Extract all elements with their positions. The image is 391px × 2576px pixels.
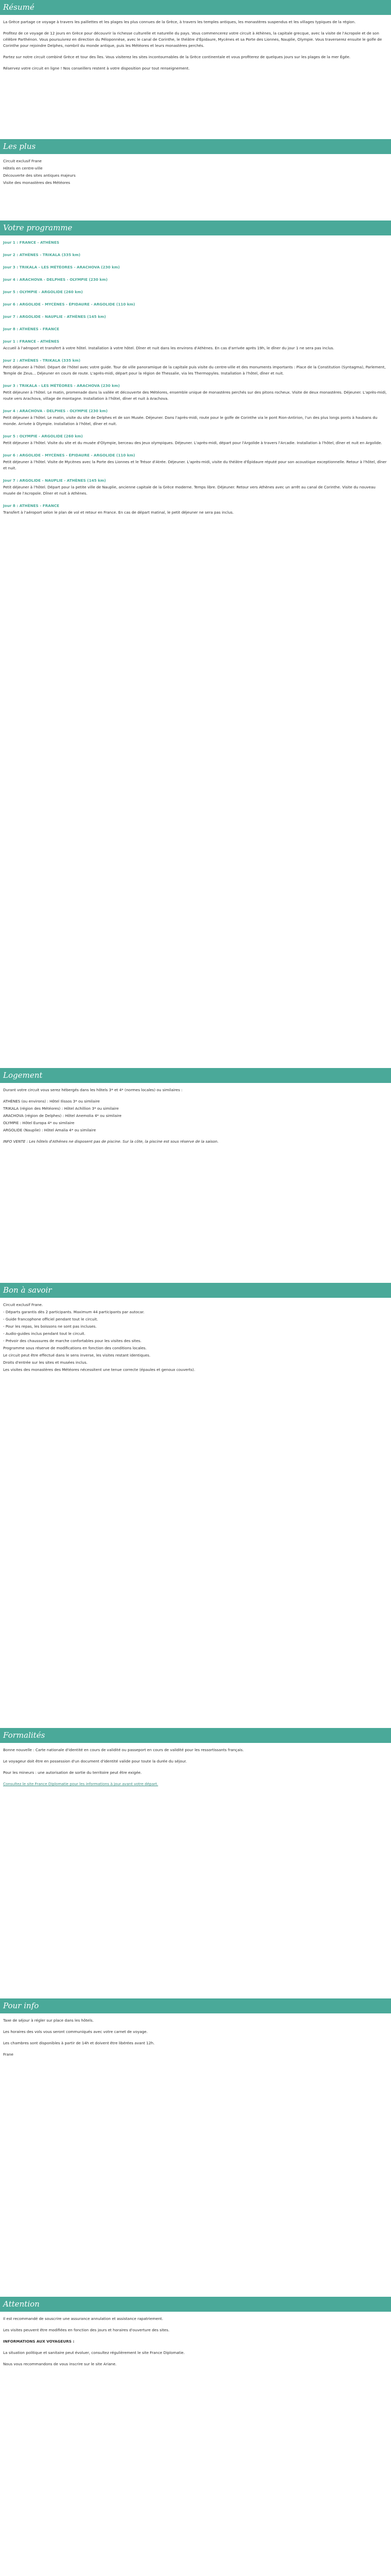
day-desc: Petit déjeuner à l'hôtel. Visite de Mycènes avec la Porte des Lionnes et le Trésor d'Atrée. Déjeuner. L'après-midi, visite du théâtre d'Épidaure réputé pour son acoustique exceptionnelle. Retour à l'hôtel, dîner et nuit. bbox=[3, 460, 387, 470]
programme-day bbox=[3, 383, 388, 402]
bon-savoir-line: Programme sous réserve de modifications en fonction des conditions locales. bbox=[3, 1346, 147, 1350]
les-plus-item: Découverte des sites antiques majeurs bbox=[3, 173, 76, 178]
day-desc: Accueil à l'aéroport et transfert à votre hôtel. Installation à votre hôtel. Dîner et nuit dans les environs d'Athènes. En cas d'arrivée après 19h, le dîner du jour 1 ne sera pas inclus. bbox=[3, 346, 334, 350]
day-title: Jour 2 : ATHÈNES - TRIKALA (335 km) bbox=[3, 358, 80, 363]
bon-savoir-line: - Pour les repas, les boissons ne sont pas incluses. bbox=[3, 1324, 97, 1329]
day-title: Jour 7 : ARGOLIDE - NAUPLIE - ATHÈNES (145 km) bbox=[3, 314, 106, 319]
resume-para: Partez sur notre circuit combiné Grèce et tour des îles. Vous visiterez les sites incontournables de la Grèce continentale et vous profiterez de quelques jours sur les plages de la mer Égée. bbox=[3, 55, 351, 59]
programme-section bbox=[0, 235, 391, 1068]
hotel-line: TRIKALA (région des Météores) : Hôtel Achillion 3* ou similaire bbox=[3, 1106, 119, 1111]
programme-day bbox=[3, 503, 388, 516]
day-title: Jour 4 : ARACHOVA - DELPHES - OLYMPIE (230 km) bbox=[3, 409, 108, 413]
section-title-pour-info: Pour info bbox=[0, 1998, 391, 2013]
day-desc: Petit déjeuner à l'hôtel. Départ de l'hôtel avec votre guide. Tour de ville panoramique de la capitale puis visite du centre-ville et des monuments importants : Place de la Constitution (Syntagma), Parlement, Temple de Zeus... Déjeuner en cours de route. L'après-midi, départ pour la région de Thessalie, via les Thermopyles. Installation à l'hôtel, dîner et nuit. bbox=[3, 365, 386, 376]
day-desc: Petit déjeuner à l'hôtel. Visite du site et du musée d'Olympie, berceau des Jeux olympiques. Déjeuner. L'après-midi, départ pour l'Argolide à travers l'Arcadie. Installation à l'hôtel, dîner et nuit en Argolide. bbox=[3, 440, 382, 445]
hotel-line: ARGOLIDE (Nauplie) : Hôtel Amalia 4* ou similaire bbox=[3, 1128, 96, 1132]
programme-day bbox=[3, 358, 388, 377]
resume-section bbox=[0, 15, 391, 139]
logement-info: INFO VENTE : Les hôtels d'Athènes ne disposent pas de piscine. Sur la côte, la piscine est sous réserve de la saison. bbox=[3, 1139, 219, 1144]
les-plus-item: Hôtels en centre-ville bbox=[3, 166, 43, 171]
section-title-formalites: Formalités bbox=[0, 1728, 391, 1743]
section-title-attention: Attention bbox=[0, 2297, 391, 2312]
programme-day bbox=[3, 314, 388, 320]
bon-savoir-line: - Audio-guides inclus pendant tout le circuit. bbox=[3, 1331, 86, 1336]
bon-savoir-line: - Prévoir des chaussures de marche confortables pour les visites des sites. bbox=[3, 1338, 142, 1343]
pour-info-para: Les horaires des vols vous seront communiqués avec votre carnet de voyage. bbox=[3, 2029, 148, 2034]
day-title: Jour 6 : ARGOLIDE - MYCÈNES - ÉPIDAURE - ARGOLIDE (110 km) bbox=[3, 302, 135, 307]
day-title: Jour 8 : ATHÈNES - FRANCE bbox=[3, 503, 59, 508]
day-desc: Transfert à l'aéroport selon le plan de vol et retour en France. En cas de départ matinal, le petit déjeuner ne sera pas inclus. bbox=[3, 510, 234, 515]
programme-day bbox=[3, 338, 388, 351]
formalites-para: Bonne nouvelle : Carte nationale d'identité en cours de validité ou passeport en cours de validité pour les ressortissants français. bbox=[3, 1748, 244, 1752]
day-title: Jour 8 : ATHÈNES - FRANCE bbox=[3, 327, 59, 331]
section-title-resume: Résumé bbox=[0, 0, 391, 15]
programme-day bbox=[3, 408, 388, 427]
attention-para: Il est recommandé de souscrire une assurance annulation et assistance rapatriement. bbox=[3, 2316, 164, 2321]
day-title: Jour 7 : ARGOLIDE - NAUPLIE - ATHÈNES (145 km) bbox=[3, 478, 106, 483]
bon-savoir-line: Droits d'entrée sur les sites et musées inclus. bbox=[3, 1360, 88, 1365]
programme-day bbox=[3, 240, 388, 246]
programme-day bbox=[3, 452, 388, 471]
resume-para: Profitez de ce voyage de 12 jours en Grèce pour découvrir la richesse culturelle et naturelle du pays. Vous commencerez votre circuit à Athènes, la capitale grecque, avec la visite de l'Acropole et de son célèbre Parthénon. Vous poursuivrez en direction du Péloponnèse, avec le canal de Corinthe, le théâtre d'Épidaure, Mycènes et sa Porte des Lionnes, Nauplie, Olympie. Vous traverserez ensuite le golfe de Corinthe pour rejoindre Delphes, nombril du monde antique, puis les Météores et leurs monastères perchés. bbox=[3, 31, 382, 48]
day-title: Jour 1 : FRANCE - ATHÈNES bbox=[3, 339, 59, 344]
les-plus-item: Circuit exclusif Frane bbox=[3, 159, 42, 163]
attention-para: Nous vous recommandons de vous inscrire sur le site Ariane. bbox=[3, 2362, 117, 2366]
resume-para: Réservez votre circuit en ligne ! Nos conseillers restent à votre disposition pour tout renseignement. bbox=[3, 66, 190, 71]
day-desc: Petit déjeuner à l'hôtel. Départ pour la petite ville de Nauplie, ancienne capitale de la Grèce moderne. Temps libre. Déjeuner. Retour vers Athènes avec un arrêt au canal de Corinthe. Visite du nouveau musée de l'Acropole. Dîner et nuit à Athènes. bbox=[3, 485, 376, 496]
attention-heading: INFORMATIONS AUX VOYAGEURS : bbox=[3, 2339, 75, 2344]
pour-info-para: Taxe de séjour à régler sur place dans les hôtels. bbox=[3, 2018, 94, 2023]
bon-savoir-section bbox=[0, 1298, 391, 1728]
day-title: Jour 5 : OLYMPIE - ARGOLIDE (260 km) bbox=[3, 434, 83, 438]
day-title: Jour 4 : ARACHOVA - DELPHES - OLYMPIE (230 km) bbox=[3, 277, 108, 282]
formalites-para: Pour les mineurs : une autorisation de sortie du territoire peut être exigée. bbox=[3, 1770, 142, 1775]
pour-info-para: Les chambres sont disponibles à partir de 14h et doivent être libérées avant 12h. bbox=[3, 2041, 155, 2045]
formalites-para: Le voyageur doit être en possession d'un document d'identité valide pour toute la durée du séjour. bbox=[3, 1759, 187, 1764]
bon-savoir-line: Circuit exclusif Frane. bbox=[3, 1302, 43, 1307]
hotel-line: ATHÈNES (ou environs) : Hôtel Ilissos 3* ou similaire bbox=[3, 1099, 100, 1104]
les-plus-section bbox=[0, 154, 391, 221]
day-title: Jour 5 : OLYMPIE - ARGOLIDE (260 km) bbox=[3, 290, 83, 294]
programme-day bbox=[3, 264, 388, 270]
section-title-bon-savoir: Bon à savoir bbox=[0, 1283, 391, 1298]
logement-para: Durant votre circuit vous serez hébergés dans les hôtels 3* et 4* (normes locales) ou similaires : bbox=[3, 1088, 183, 1092]
programme-day bbox=[3, 326, 388, 332]
programme-day bbox=[3, 252, 388, 258]
hotel-line: OLYMPIE : Hôtel Europa 4* ou similaire bbox=[3, 1121, 75, 1125]
section-title-programme: Votre programme bbox=[0, 221, 391, 235]
section-title-logement: Logement bbox=[0, 1068, 391, 1083]
day-title: Jour 3 : TRIKALA - LES MÉTÉORES - ARACHOVA (230 km) bbox=[3, 383, 120, 388]
attention-para: La situation politique et sanitaire peut évoluer, consultez régulièrement le site France Diplomatie. bbox=[3, 2350, 185, 2355]
day-title: Jour 6 : ARGOLIDE - MYCÈNES - ÉPIDAURE - ARGOLIDE (110 km) bbox=[3, 453, 135, 457]
bon-savoir-line: - Départs garantis dès 2 participants. Maximum 44 participants par autocar. bbox=[3, 1310, 145, 1314]
attention-para: Les visites peuvent être modifiées en fonction des jours et horaires d'ouverture des sites. bbox=[3, 2328, 170, 2332]
bon-savoir-line: - Guide francophone officiel pendant tout le circuit. bbox=[3, 1317, 98, 1321]
day-title: Jour 2 : ATHÈNES - TRIKALA (335 km) bbox=[3, 252, 80, 257]
day-title: Jour 1 : FRANCE - ATHÈNES bbox=[3, 240, 59, 245]
logement-section bbox=[0, 1083, 391, 1283]
bon-savoir-line: Les visites des monastères des Météores nécessitent une tenue correcte (épaules et genoux couverts). bbox=[3, 1367, 196, 1372]
day-desc: Petit déjeuner à l'hôtel. Le matin, promenade dans la vallée et découverte des Météores, ensemble unique de monastères perchés sur des pitons rocheux. Visite de deux monastères. Déjeuner. L'après-midi, route vers Arachova, village de montagne. Installation à l'hôtel, dîner et nuit à Arachova. bbox=[3, 390, 387, 401]
programme-day bbox=[3, 478, 388, 497]
pour-info-section bbox=[0, 2013, 391, 2297]
france-diplomatie-link[interactable]: Consultez le site France Diplomatie pour les informations à jour avant votre départ. bbox=[3, 1782, 158, 1786]
les-plus-item: Visite des monastères des Météores bbox=[3, 180, 70, 185]
programme-day bbox=[3, 289, 388, 295]
resume-para: La Grèce partage ce voyage à travers les paillettes et les plages les plus connues de la Grèce, à travers les temples antiques, les monastères suspendus et les villages typiques de la région. bbox=[3, 20, 356, 24]
programme-day bbox=[3, 301, 388, 308]
programme-day bbox=[3, 433, 388, 446]
pour-info-signature: Frane bbox=[3, 2052, 13, 2057]
programme-day bbox=[3, 277, 388, 283]
attention-section bbox=[0, 2312, 391, 2576]
day-title: Jour 3 : TRIKALA - LES MÉTÉORES - ARACHOVA (230 km) bbox=[3, 265, 120, 269]
day-desc: Petit déjeuner à l'hôtel. Le matin, visite du site de Delphes et de son Musée. Déjeuner. Dans l'après-midi, route pour le golfe de Corinthe via le pont Rion-Antirion, l'un des plus longs ponts à haubans du monde. Arrivée à Olympie. Installation à l'hôtel, dîner et nuit. bbox=[3, 415, 378, 426]
section-title-les-plus: Les plus bbox=[0, 139, 391, 154]
formalites-section bbox=[0, 1743, 391, 1998]
hotel-line: ARACHOVA (région de Delphes) : Hôtel Anemolia 4* ou similaire bbox=[3, 1113, 122, 1118]
bon-savoir-line: Le circuit peut être effectué dans le sens inverse, les visites restant identiques. bbox=[3, 1353, 151, 1358]
